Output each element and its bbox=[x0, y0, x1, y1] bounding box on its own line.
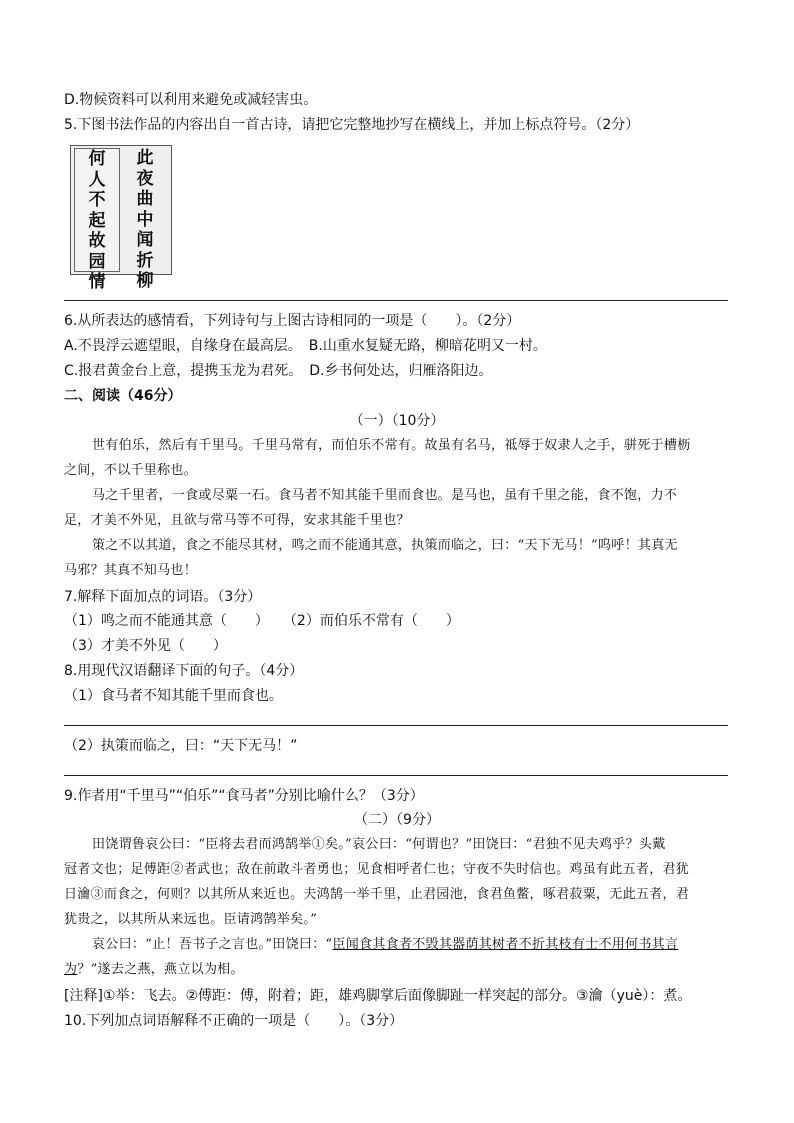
option-d: D.物候资料可以利用来避免或减轻害虫。 bbox=[64, 92, 318, 108]
underlined-sentence-end: 为 bbox=[64, 962, 78, 977]
q6-options-ab: A.不畏浮云遮望眼，自缘身在最高层。 B.山重水复疑无路，柳暗花明又一村。 bbox=[64, 338, 547, 354]
passage2-text: 哀公曰：“止！吾书子之言也。”田饶曰：“ bbox=[92, 937, 333, 952]
answer-line-q8-2[interactable] bbox=[64, 775, 728, 776]
passage2-line bbox=[92, 936, 678, 954]
passage2-line: 田饶谓鲁哀公曰：“臣将去君而鸿鹄举①矣。”哀公曰：“何谓也？”田饶曰：“君独不见夫鸡乎？头戴 bbox=[92, 837, 666, 852]
part-1-heading: （一）（10分） bbox=[349, 413, 445, 429]
passage1-line: 马之千里者，一食或尽粟一石。食马者不知其能千里而食也。是马也，虽有千里之能，食不饱，力不 bbox=[92, 488, 678, 503]
passage2-text: ？”遂去之燕，燕立以为相。 bbox=[77, 962, 244, 977]
question-9: 9.作者用“千里马”“伯乐”“食马者”分别比喻什么？（3分） bbox=[64, 788, 424, 804]
question-7: 7.解释下面加点的词语。（3分） bbox=[64, 589, 262, 605]
question-5: 5.下图书法作品的内容出自一首古诗，请把它完整地抄写在横线上，并加上标点符号。（2分） bbox=[64, 117, 640, 133]
passage2-line: 日瀹③而食之，何则？以其所从来近也。夫鸿鹄一举千里，止君园池，食君鱼鳖，啄君菽粟，无此五者，君 bbox=[64, 887, 690, 902]
part-2-heading: （二）（9分） bbox=[354, 812, 440, 828]
section-heading-reading: 二、阅读（46分） bbox=[64, 388, 182, 404]
answer-line-q5[interactable] bbox=[64, 300, 728, 301]
calligraphy-left-column: 何 人 不 起 故 园 情 bbox=[74, 148, 120, 272]
question-8: 8.用现代汉语翻译下面的句子。（4分） bbox=[64, 663, 304, 679]
question-6: 6.从所表达的感情看，下列诗句与上图古诗相同的一项是（ ）。（2分） bbox=[64, 313, 521, 329]
q7-item-3: （3）才美不外见（ ） bbox=[64, 638, 227, 654]
calligraphy-image bbox=[70, 145, 172, 292]
passage2-line bbox=[64, 961, 244, 979]
passage1-line: 马邪？其真不知马也！ bbox=[64, 563, 198, 578]
calligraphy-right-column: 此 夜 曲 中 闻 折 柳 bbox=[136, 148, 154, 291]
passage1-line: 世有伯乐，然后有千里马。千里马常有，而伯乐不常有。故虽有名马，祗辱于奴隶人之手，骈死于槽枥 bbox=[92, 438, 691, 453]
passage1-line: 足，才美不外见，且欲与常马等不可得，安求其能千里也？ bbox=[64, 513, 410, 528]
passage1-line: 之间，不以千里称也。 bbox=[64, 463, 198, 478]
q8-item-2: （2）执策而临之，曰：“天下无马！” bbox=[64, 738, 298, 754]
passage1-line: 策之不以其道，食之不能尽其材，鸣之而不能通其意，执策而临之，曰：“天下无马！”呜呼！其真无 bbox=[92, 538, 678, 553]
q8-item-1: （1）食马者不知其能千里而食也。 bbox=[64, 688, 283, 704]
passage2-line: 犹贵之，以其所从来远也。臣请鸿鹄举矣。” bbox=[64, 912, 318, 927]
passage2-line: 冠者文也；足傅距②者武也；敌在前敢斗者勇也；见食相呼者仁也；守夜不失时信也。鸡虽有此五者，君犹 bbox=[64, 862, 690, 877]
answer-line-q8-1[interactable] bbox=[64, 725, 728, 726]
annotation-note: [注释]①举：飞去。②傅距：傅，附着；距，雄鸡脚掌后面像脚趾一样突起的部分。③瀹（yuè）：煮。 bbox=[64, 988, 692, 1004]
question-10: 10.下列加点词语解释不正确的一项是（ ）。（3分） bbox=[64, 1013, 404, 1029]
q7-items-1-2: （1）鸣之而不能通其意（ ） （2）而伯乐不常有（ ） bbox=[64, 613, 460, 629]
q6-options-cd: C.报君黄金台上意，提携玉龙为君死。 D.乡书何处达，归雁洛阳边。 bbox=[64, 363, 493, 379]
underlined-sentence: 臣闻食其食者不毁其器荫其树者不折其枝有士不用何书其言 bbox=[332, 937, 679, 952]
